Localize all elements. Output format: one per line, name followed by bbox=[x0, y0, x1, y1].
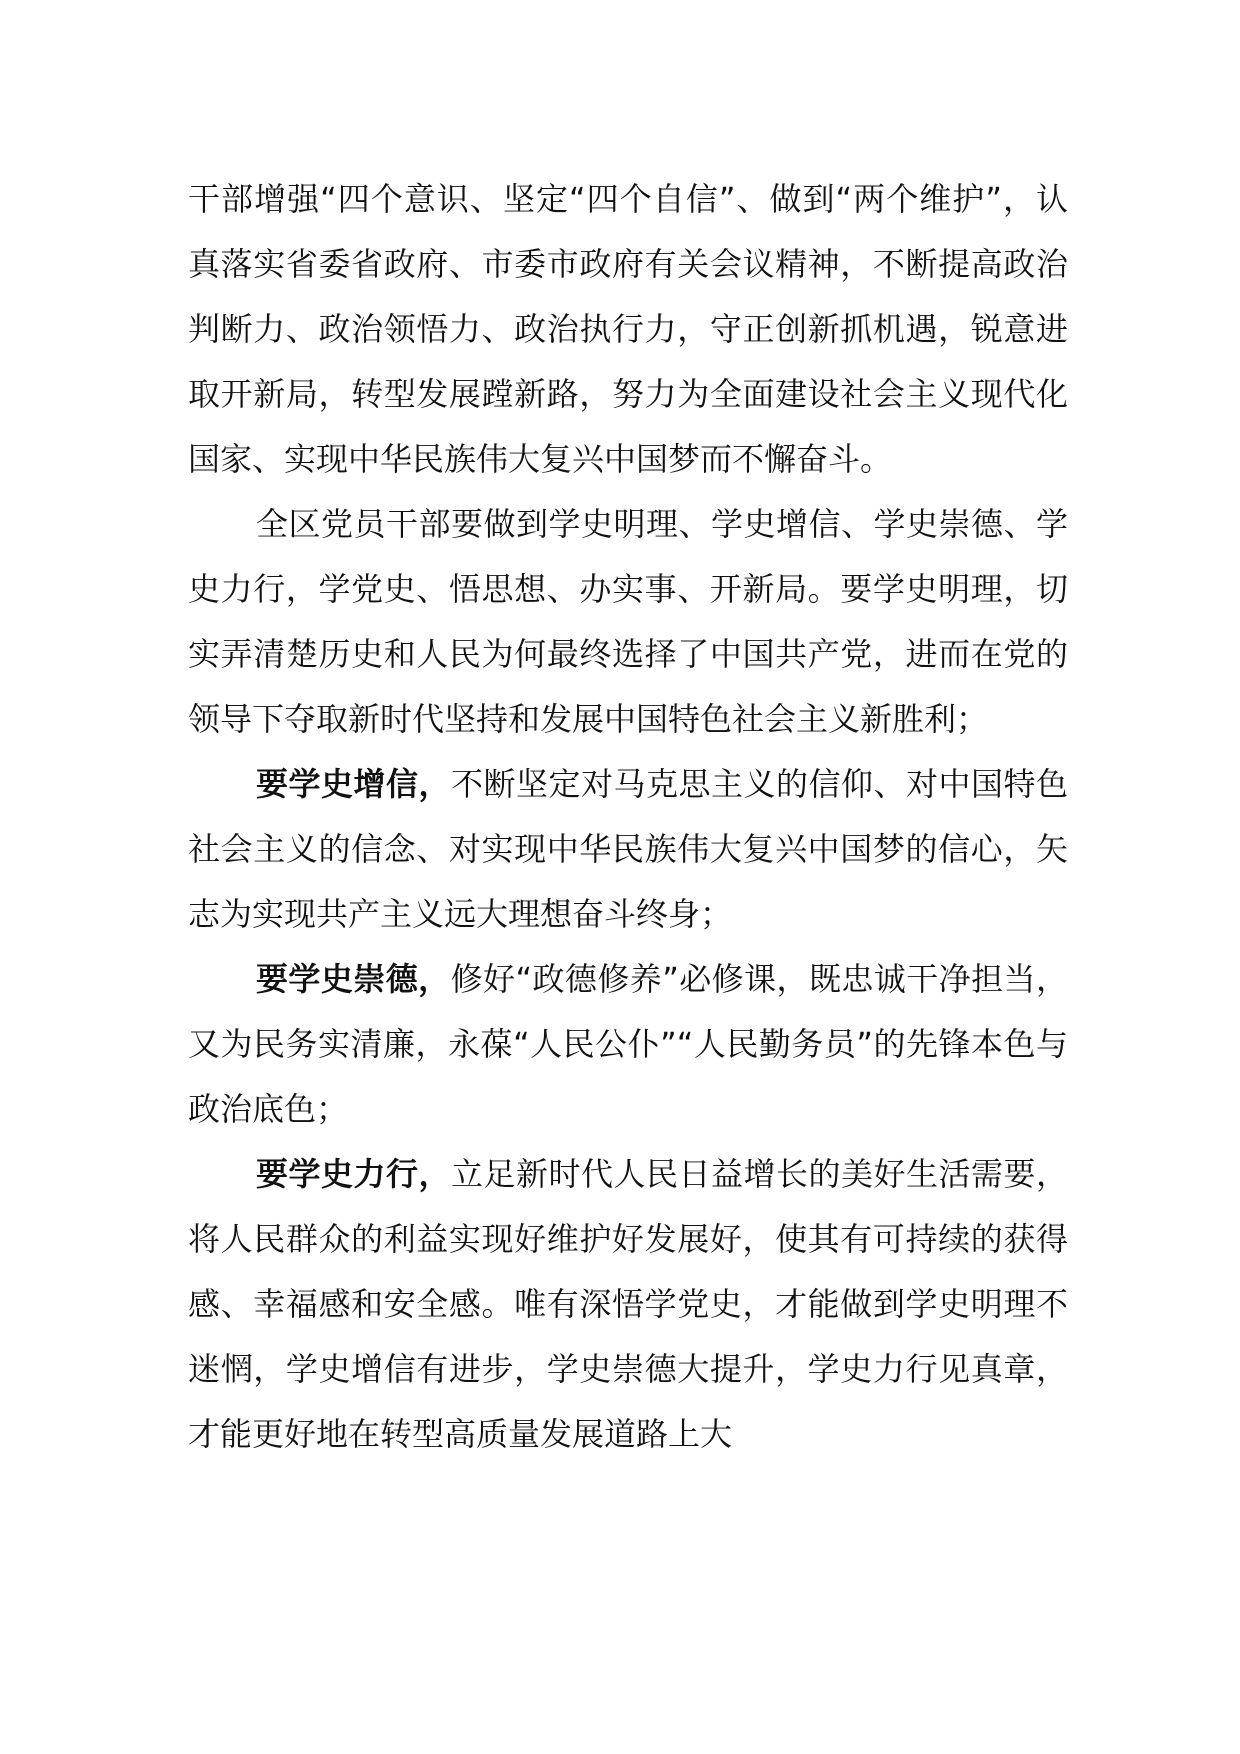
document-body bbox=[188, 167, 1068, 1467]
paragraph-put-into-practice bbox=[188, 1142, 1068, 1467]
paragraph-continuation bbox=[188, 167, 1068, 492]
paragraph-text: 不断坚定对马克思主义的信仰、对中国特色社会主义的信念、对实现中华民族伟大复兴中国梦的信心，矢志为实现共产主义远大理想奋斗终身； bbox=[188, 765, 1068, 933]
paragraph-text: 全区党员干部要做到学史明理、学史增信、学史崇德、学史力行，学党史、悟思想、办实事、开新局。要学史明理，切实弄清楚历史和人民为何最终选择了中国共产党，进而在党的领导下夺取新时代坚持和发展中国特色社会主义新胜利； bbox=[188, 505, 1068, 738]
paragraph-lead-bold: 要学史崇德， bbox=[256, 960, 451, 998]
paragraph-text: 干部增强“四个意识、坚定“四个自信”、做到“两个维护”，认真落实省委省政府、市委市政府有关会议精神，不断提高政治判断力、政治领悟力、政治执行力，守正创新抓机遇，锐意进取开新局，转型发展蹚新路，努力为全面建设社会主义现代化国家、实现中华民族伟大复兴中国梦而不懈奋斗。 bbox=[188, 180, 1068, 478]
paragraph-study-history bbox=[188, 492, 1068, 752]
paragraph-lead-bold: 要学史增信， bbox=[256, 765, 451, 803]
paragraph-text: 修好“政德修养”必修课，既忠诚干净担当，又为民务实清廉，永葆“人民公仆”“人民勤务员”的先锋本色与政治底色； bbox=[188, 960, 1068, 1128]
paragraph-build-confidence bbox=[188, 752, 1068, 947]
paragraph-text: 立足新时代人民日益增长的美好生活需要，将人民群众的利益实现好维护好发展好，使其有可持续的获得感、幸福感和安全感。唯有深悟学党史，才能做到学史明理不迷惘，学史增信有进步，学史崇德大提升，学史力行见真章，才能更好地在转型高质量发展道路上大 bbox=[188, 1155, 1068, 1453]
paragraph-uphold-virtue bbox=[188, 947, 1068, 1142]
paragraph-lead-bold: 要学史力行， bbox=[256, 1155, 451, 1193]
